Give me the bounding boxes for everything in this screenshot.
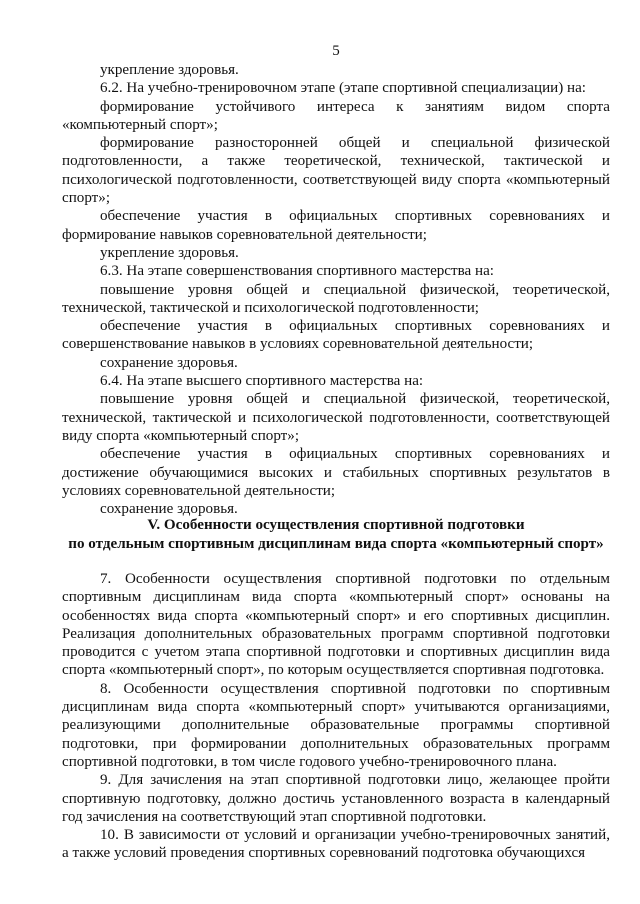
- section-heading-line-1: V. Особенности осуществления спортивной подготовки: [147, 517, 525, 533]
- paragraph: 6.3. На этапе совершенствования спортивного мастерства на:: [100, 263, 494, 280]
- paragraph: 6.2. На учебно-тренировочном этапе (этапе спортивной специализации) на:: [100, 80, 586, 97]
- page-number: 5: [332, 43, 340, 59]
- paragraph: 10. В зависимости от условий и организации учебно-тренировочных занятий, а также условий проведения спортивных соревнований подготовка обучающихся: [62, 827, 610, 862]
- paragraph: 9. Для зачисления на этап спортивной подготовки лицо, желающее пройти спортивную подготовку, должно достичь установленного возраста в календарный год зачисления на соответствующий этап спортивной подготовки.: [62, 772, 610, 825]
- paragraph: укрепление здоровья.: [100, 62, 239, 78]
- paragraph: 7. Особенности осуществления спортивной подготовки по отдельным спортивным дисциплинам вида спорта «компьютерный спорт» основаны на особенностях вида спорта «компьютерный спорт» и его спортивных дисциплин. Реализация дополнительных образовательных программ спортивной подготовки проводится с учетом этапа спортивной подготовки и спортивных дисциплин вида спорта «компьютерный спорт», по которым осуществляется спортивная подготовка.: [62, 571, 610, 679]
- section-body: [62, 570, 610, 863]
- paragraph: 6.4. На этапе высшего спортивного мастерства на:: [100, 373, 424, 390]
- paragraph: формирование разносторонней общей и специальной физической подготовленности, а также теоретической, технической, тактической и психологической подготовленности, соответствующей виду спорта «компьютерный спорт»;: [62, 135, 610, 207]
- paragraph: обеспечение участия в официальных спортивных соревнованиях и формирование навыков соревновательной деятельности;: [62, 208, 610, 243]
- paragraph: 8. Особенности осуществления спортивной подготовки по спортивным дисциплинам вида спорта «компьютерный спорт» учитываются организациями, реализующими дополнительные образовательные программы спортивной подготовки, при формировании дополнительных образовательных программ спортивной подготовки, в том числе годового учебно-тренировочного плана.: [62, 680, 610, 770]
- section-heading-line-2: по отдельным спортивным дисциплинам вида спорта «компьютерный спорт»: [68, 536, 604, 552]
- paragraph: укрепление здоровья.: [100, 244, 239, 261]
- paragraph: формирование устойчивого интереса к занятиям видом спорта «компьютерный спорт»;: [62, 98, 610, 133]
- paragraph: повышение уровня общей и специальной физической, теоретической, технической, тактической и психологической подготовленности, соответствующей виду спорта «компьютерный спорт»;: [62, 391, 610, 444]
- paragraph: обеспечение участия в официальных спортивных соревнованиях и достижение обучающимися высоких и стабильных спортивных результатов в условиях соревновательной деятельности;: [62, 446, 610, 499]
- paragraph: сохранение здоровья.: [100, 501, 238, 518]
- goals-by-stage: [62, 61, 610, 518]
- paragraph: повышение уровня общей и специальной физической, теоретической, технической, тактической и психологической подготовленности;: [62, 281, 610, 316]
- section-heading: [62, 516, 610, 554]
- paragraph: сохранение здоровья.: [100, 354, 238, 371]
- paragraph: обеспечение участия в официальных спортивных соревнованиях и совершенствование навыков в условиях соревновательной деятельности;: [62, 318, 610, 353]
